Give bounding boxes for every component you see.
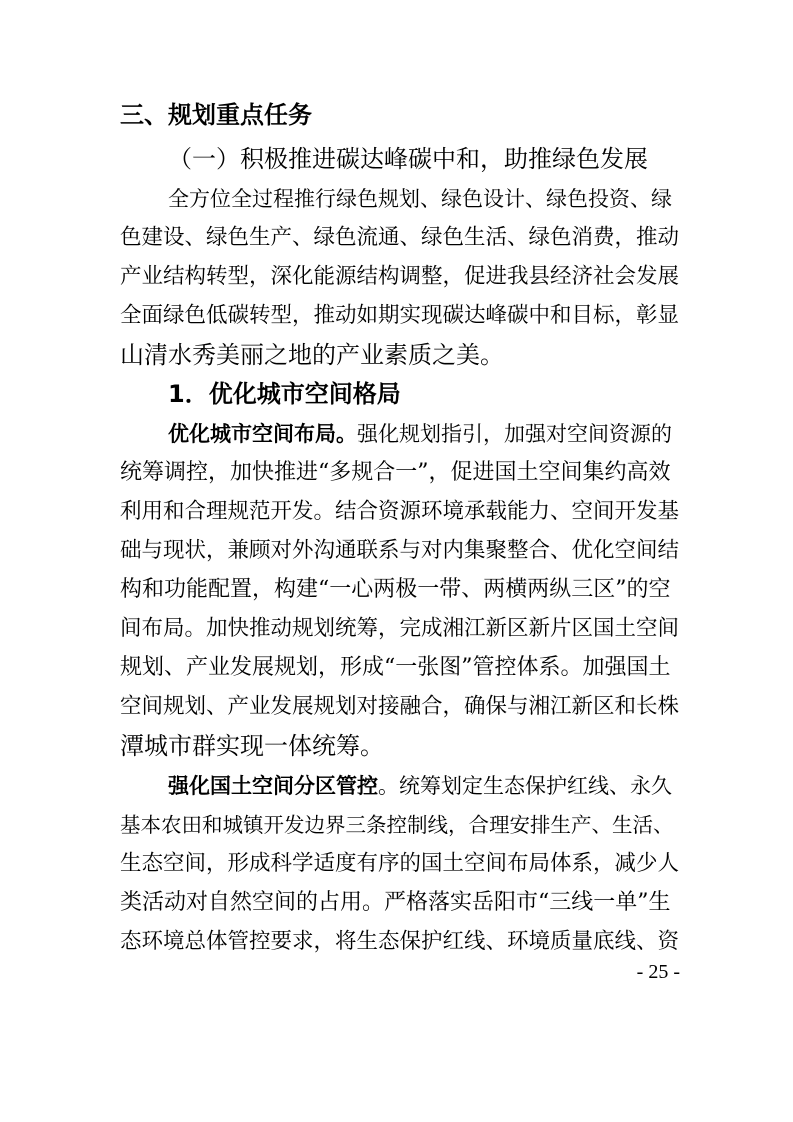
paragraph-lead: 强化国土空间分区管控: [168, 774, 378, 798]
paragraph-line: 规划、产业发展规划，形成“一张图”管控体系。加强国土: [120, 655, 671, 680]
subsection-heading: （一）积极推进碳达峰碳中和，助推绿色发展: [168, 145, 648, 173]
paragraph-line: 间布局。加快推动规划统筹，完成湘江新区新片区国土空间: [120, 616, 680, 641]
paragraph-text: 。统筹划定生态保护红线、永久: [378, 774, 672, 798]
item-heading: 1．优化城市空间格局: [168, 380, 401, 408]
paragraph-line: 山清水秀美丽之地的产业素质之美。: [120, 341, 504, 369]
paragraph-line: 态环境总体管控要求，将生态保护红线、环境质量底线、资: [120, 929, 680, 954]
paragraph-line: 基本农田和城镇开发边界三条控制线，合理安排生产、生活、: [120, 813, 674, 837]
paragraph-line: 全面绿色低碳转型，推动如期实现碳达峰碳中和目标，彰显: [120, 303, 680, 328]
paragraph-line: 空间规划、产业发展规划对接融合，确保与湘江新区和长株: [120, 694, 680, 719]
paragraph-line: 全方位全过程推行绿色规划、绿色设计、绿色投资、绿: [168, 187, 672, 211]
paragraph-line: 构和功能配置，构建“一心两极一带、两横两纵三区”的空: [120, 577, 671, 602]
paragraph-line: 类活动对自然空间的占用。严格落实岳阳市“三线一单”生: [120, 890, 671, 915]
paragraph-line: 潭城市群实现一体统筹。: [120, 732, 384, 760]
paragraph-line: 利用和合理规范开发。结合资源环境承载能力、空间开发基: [120, 499, 680, 524]
paragraph-line: 础与现状，兼顾对外沟通联系与对内集聚整合、优化空间结: [120, 538, 680, 563]
paragraph-line: [168, 769, 680, 803]
page-number: - 25 -: [636, 961, 680, 983]
section-heading: 三、规划重点任务: [120, 101, 312, 129]
paragraph-lead: 优化城市空间布局。: [168, 422, 357, 446]
paragraph-line: 色建设、绿色生产、绿色流通、绿色生活、绿色消费，推动: [120, 225, 680, 250]
paragraph-line: 生态空间，形成科学适度有序的国土空间布局体系，减少人: [120, 851, 680, 876]
paragraph-text: 强化规划指引，加强对空间资源的: [357, 422, 672, 446]
paragraph-line: 统筹调控，加快推进“多规合一”，促进国土空间集约高效: [120, 460, 671, 485]
paragraph-line: [168, 417, 680, 451]
paragraph-line: 产业结构转型，深化能源结构调整，促进我县经济社会发展: [120, 264, 680, 289]
